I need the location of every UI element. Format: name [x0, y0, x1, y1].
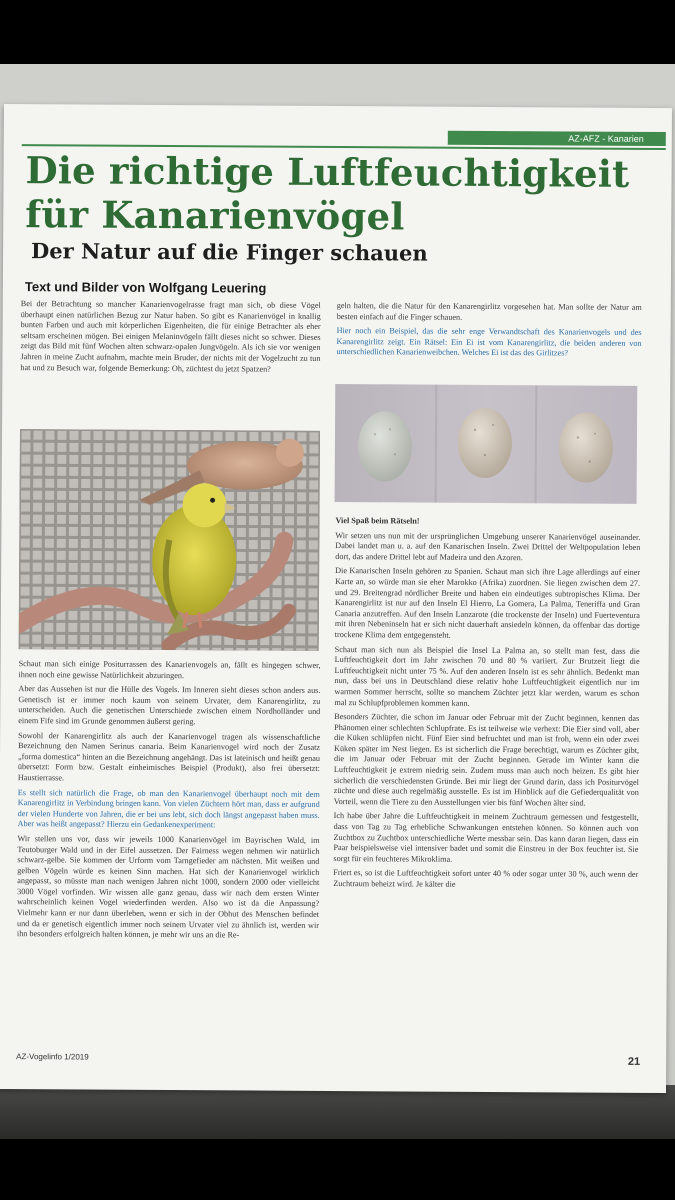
paragraph: Hier noch ein Beispiel, das die sehr enge Verwandtschaft des Kanarienvogels und des Kanarengirlitz zeigt. Ein Rätsel: Ein Ei ist vom Kanarengirlitz, die beiden anderen von unterschiedlichen Kanarienweibchen. Welches Ei ist das des Girlitzes? [336, 326, 642, 358]
intro-paragraph: Bei der Betrachtung so mancher Kanarienvogelrasse fragt man sich, ob diese Vögel überhaupt einen natürlichen Bezug zur Natur haben. So gibt es Kanarienvögel in knallig bunten Farben und auch mit körperlichen Eigenheiten, die für einige Betrachter als eher seltsam erscheinen mögen. Bei einigen Melaninvögeln fällt dieses nicht so schwer. Dieses zeigt das Bild mit fünf Wochen alten schwarz-opalen Jungvögeln. Als ich sie vor wenigen Jahren in meine Zucht aufnahm, machte mein Bruder, der nichts mit der Vogelzucht zu tun hat und zu Besuch war, folgende Bemerkung: Oh, züchtest du jetzt Spatzen? [20, 299, 321, 374]
paragraph: Besonders Züchter, die schon im Januar oder Februar mit der Zucht beginnen, kennen das Phänomen einer schlechten Schlupfrate. Es ist teilweise wie verhext: Die Eier sind voll, aber die Küken schlüpfen nicht. Fünf Eier sind befruchtet und man ist froh, wenn ein oder zwei Küken später im Nest liegen. Es ist sicherlich die Frage berechtigt, warum es Züchter gibt, die im Januar oder Februar mit der Zucht beginnen. Gerade im Winter kann die Luftfeuchtigkeit je extrem niedrig sein. Zudem muss man auch noch heizen. Es gibt hier sicherlich die verschiedensten Gründe. Bei mir liegt der Grund darin, dass ich Positurvögel züchte und diese auch regelmäßig ausstelle. Es ist im Hinblick auf die Gefiederqualität von Vorteil, wenn die Tiere zu den Ausstellungen vier bis fünf Wochen älter sind. [333, 712, 640, 808]
right-column-top [336, 301, 641, 364]
title-line-2: für Kanarienvögel [25, 192, 405, 239]
eggs-photo [335, 384, 638, 504]
issue-label: AZ-Vogelinfo 1/2019 [16, 1052, 89, 1062]
paragraph: Wir setzen uns nun mit der ursprünglichen Umgebung unserer Kanarienvögel auseinander. Dabei landet man u. a. auf den Kanarischen Inseln. Zwei Drittel der Weltpopulation leben dort, das andere Drittel lebt auf Madeira und den Azoren. [335, 530, 641, 562]
paragraph: Es stellt sich natürlich die Frage, ob man den Kanarienvogel überhaupt noch mit dem Kanarengirlitz in Verbindung bringen kann. Von vielen Züchtern hört man, dass er aufgrund der vielen Hunderte von Jahren, die er bei uns lebt, sich doch längst angepasst haben muss. Aber was heißt angepasst? Hierzu ein Gedankenexperiment: [17, 787, 320, 830]
paragraph: Sowohl der Kanarengirlitz als auch der Kanarienvogel tragen als wissenschaftliche Bezeichnung den Namen Serinus canaria. Beim Kanarienvogel wird noch der Zusatz „forma domestica“ hinten an die Bezeichnung angehängt. Das ist lateinisch und heißt genau übersetzt: Form bzw. Gestalt einheimisches Beispiel (Produkt), also frei übersetzt: Haustierrasse. [17, 730, 321, 783]
paragraph: Aber das Aussehen ist nur die Hülle des Vogels. Im Inneren sieht dieses schon anders aus. Genetisch ist er immer noch kaum von seinem Urvater, dem Kanarengirlitz, zu unterscheiden. Auch die genetischen Unterschiede zwischen einem Nordholländer und einem Fife sind im Grunde genommen äußerst gering. [18, 684, 321, 727]
canary-photo [19, 429, 320, 651]
left-column-intro [20, 299, 320, 379]
paragraph: Schaut man sich nun als Beispiel die Insel La Palma an, so stellt man fest, dass die Luftfeuchtigkeit dort im Jahr zwischen 70 und 80 % variiert. Zur Brutzeit liegt die Luftfeuchtigkeit nicht unter 75 %. Auf den anderen Inseln ist es sehr ähnlich. Bedenkt man nun, dass bei uns in Deutschland diese relativ hohe Luftfeuchtigkeit eigentlich nur im warmen Sommer herrscht, sollte so manchem Züchter jetzt klar werden, warum es schon mal zu Schlupfproblemen kommen kann. [334, 644, 640, 708]
author-line: Text und Bilder von Wolfgang Leuering [24, 279, 267, 296]
page-number: 21 [627, 1055, 641, 1068]
paragraph: Die Kanarischen Inseln gehören zu Spanien. Schaut man sich ihre Lage allerdings auf einer Karte an, so würde man sie eher Marokko (Afrika) zuordnen. Sie liegen zwischen dem 27. und 29. Breitengrad nördlicher Breite und haben ein eindeutiges subtropisches Klima. Der Kanarengirlitz ist nur auf den Inseln El Hierro, La Gomera, La Palma, Teneriffa und Gran Canaria anzutreffen. Auf den Inseln Lanzarote (die trockenste der Inseln) und Fuerteventura mit ihren Nebeninseln hat er sich nicht dauerhaft ansiedeln können, da offenbar das dortige trockene Klima dem entgegensteht. [334, 566, 641, 640]
paragraph: Friert es, so ist die Luftfeuchtigkeit sofort unter 40 % oder sogar unter 30 %, auch wenn der Zuchtraum beheizt wird. Je kälter die [333, 868, 639, 889]
eggs-illustration [335, 384, 638, 504]
paragraph: Wir stellen uns vor, dass wir jeweils 1000 Kanarienvögel im Bayrischen Wald, im Teutoburger Wald und in der Eifel aussetzen. Der Fairness wegen nehmen wir natürlich schwarz-gelbe. Sie kommen der Urform vom Tarngefieder am nächsten. Mit weißen und gelben Vögeln würde es keinen Sinn machen. Hat sich der Kanarienvogel wirklich angepasst, so müsste man nach wenigen Jahren nicht 1000, sondern 2000 oder vielleicht 3000 Vögel vorfinden. Wir wissen alle ganz genau, dass wir nach dem ersten Winter wahrscheinlich keinen Vogel wiederfinden werden. Also wo ist da die Anpassung? Vielmehr kann er nur dann überleben, wenn er sich in der Obhut des Menschen befindet und da er genetisch eigentlich immer noch seinem Urvater viel zu ähnlich ist, werden wir ihn besonders erfolgreich halten können, je mehr wir uns an die Re- [16, 834, 320, 940]
section-tag: AZ-AFZ - Kanarien [448, 131, 666, 146]
magazine-page [0, 104, 672, 1093]
title-line-1: Die richtige Luftfeuchtigkeit [25, 148, 630, 196]
photo-caption: Viel Spaß beim Rätseln! [335, 516, 420, 526]
left-column-body [17, 659, 321, 946]
article-subtitle: Der Natur auf die Finger schauen [31, 238, 428, 266]
paragraph: Schaut man sich einige Positurrassen des Kanarienvogels an, fällt es hingegen schwer, ihnen noch eine gewisse Natürlichkeit abzuringen. [18, 659, 321, 680]
paragraph: Ich habe über Jahre die Luftfeuchtigkeit in meinem Zuchtraum gemessen und festgestellt, dass von Tag zu Tag erhebliche Schwankungen entstehen können. So können auch von Zuchtbox zu Zuchtbox unterschiedliche Werte messbar sein. Das kann daran liegen, dass ein Paar beispielsweise viel intensiver badet und somit die Einstreu in der Box feuchter ist. Sie sorgt für ein feuchteres Mikroklima. [333, 811, 639, 864]
table-surface [0, 1085, 675, 1139]
article-title [25, 148, 646, 240]
canary-illustration [19, 429, 320, 651]
paragraph: geln halten, die die Natur für den Kanarengirlitz vorgesehen hat. Man sollte der Natur am besten einfach auf die Finger schauen. [336, 301, 642, 322]
right-column-body [333, 516, 640, 895]
